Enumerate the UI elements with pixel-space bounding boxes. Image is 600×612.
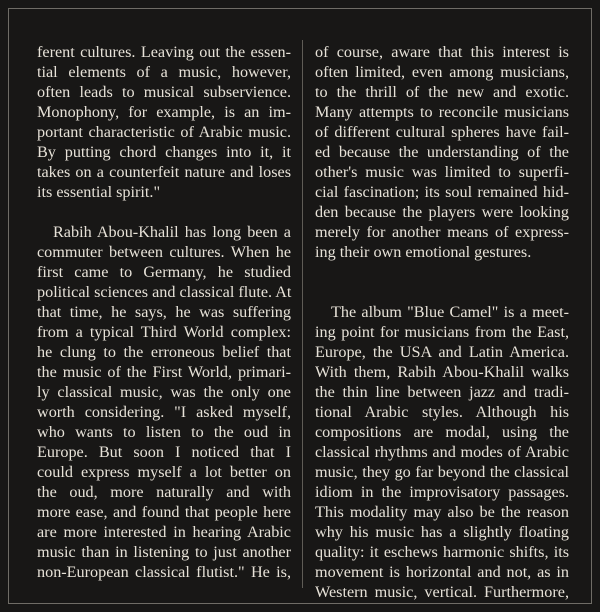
text-line: that time, he says, he was suffering — [37, 303, 291, 321]
text-line: ed because the understanding of the — [315, 143, 569, 161]
text-line: of different cultural spheres have fail- — [315, 123, 569, 141]
text-line: portant characteristic of Arabic music. — [37, 123, 291, 141]
left-column — [37, 42, 291, 582]
text-line: are more interested in hearing Arabic — [37, 523, 291, 541]
text-line: its essential spirit." — [37, 183, 161, 201]
text-line: first came to Germany, he studied — [37, 263, 291, 281]
right-paragraph-1 — [315, 42, 569, 262]
text-line: why his music has a slightly floating — [315, 523, 569, 541]
text-line: Europe. But soon I noticed that I — [37, 443, 291, 461]
text-line: The album "Blue Camel" is a meet- — [331, 303, 569, 321]
text-line: non-European classical flutist." He is, — [37, 563, 291, 581]
text-line: By putting chord changes into it, it — [37, 143, 291, 161]
text-line: political sciences and classical flute. At — [37, 283, 292, 301]
text-line: ing their own emotional gestures. — [315, 243, 532, 261]
left-paragraph-1 — [37, 42, 291, 202]
text-line: music, they go far beyond the classical — [315, 463, 569, 481]
text-line: the music of the First World, primari- — [37, 363, 291, 381]
text-line: could express myself a lot better on — [37, 463, 291, 481]
text-line: cial fascination; its soul remained hid- — [315, 183, 569, 201]
text-line: idiom in the improvisatory passages. — [315, 483, 569, 501]
text-line: ly classical music, was the only one — [37, 383, 291, 401]
text-line: more ease, and found that people here — [37, 503, 291, 521]
text-line: Monophony, for example, is an im- — [37, 103, 291, 121]
right-paragraph-2 — [315, 302, 569, 602]
text-line: den because the players were looking — [315, 203, 569, 221]
text-line: the oud, more naturally and with — [37, 483, 291, 501]
text-line: the thin line between jazz and tradi- — [315, 383, 569, 401]
text-line: worth considering. "I asked myself, — [37, 403, 291, 421]
text-line: ing point for musicians from the East, — [315, 323, 569, 341]
text-line: classical rhythms and modes of Arabic — [315, 443, 569, 461]
text-line: often limited, even among musicians, — [315, 63, 569, 81]
text-line: Europe, the USA and Latin America. — [315, 343, 569, 361]
text-line: tial elements of a music, however, — [37, 63, 291, 81]
text-line: often leads to musical subservience. — [37, 83, 291, 101]
text-line: ferent cultures. Leaving out the essen- — [37, 43, 291, 61]
text-line: commuter between cultures. When he — [37, 243, 291, 261]
text-line: of course, aware that this interest is — [315, 43, 569, 61]
text-line: from a typical Third World complex: — [37, 323, 291, 341]
text-line: merely for another means of express- — [315, 223, 569, 241]
text-line: compositions are modal, using the — [315, 423, 569, 441]
text-line: music than in listening to just another — [37, 543, 291, 561]
text-line: With them, Rabih Abou-Khalil walks — [315, 363, 569, 381]
text-line: Many attempts to reconcile musicians — [315, 103, 569, 121]
text-line: Rabih Abou-Khalil has long been a — [53, 223, 291, 241]
text-line: other's music was limited to superfi- — [315, 163, 569, 181]
text-line: he clung to the erroneous belief that — [37, 343, 291, 361]
text-line: Western music, vertical. Furthermore, — [315, 583, 569, 601]
column-divider — [302, 40, 303, 588]
text-line: tional Arabic styles. Although his — [315, 403, 569, 421]
text-line: quality: it eschews harmonic shifts, its — [315, 543, 569, 561]
left-paragraph-2 — [37, 222, 291, 582]
right-column — [315, 42, 569, 602]
text-line: movement is horizontal and not, as in — [315, 563, 569, 581]
text-line: who wants to listen to the oud in — [37, 423, 291, 441]
text-line: to the thrill of the new and exotic. — [315, 83, 569, 101]
text-line: takes on a counterfeit nature and loses — [37, 163, 291, 181]
text-line: This modality may also be the reason — [315, 503, 569, 521]
